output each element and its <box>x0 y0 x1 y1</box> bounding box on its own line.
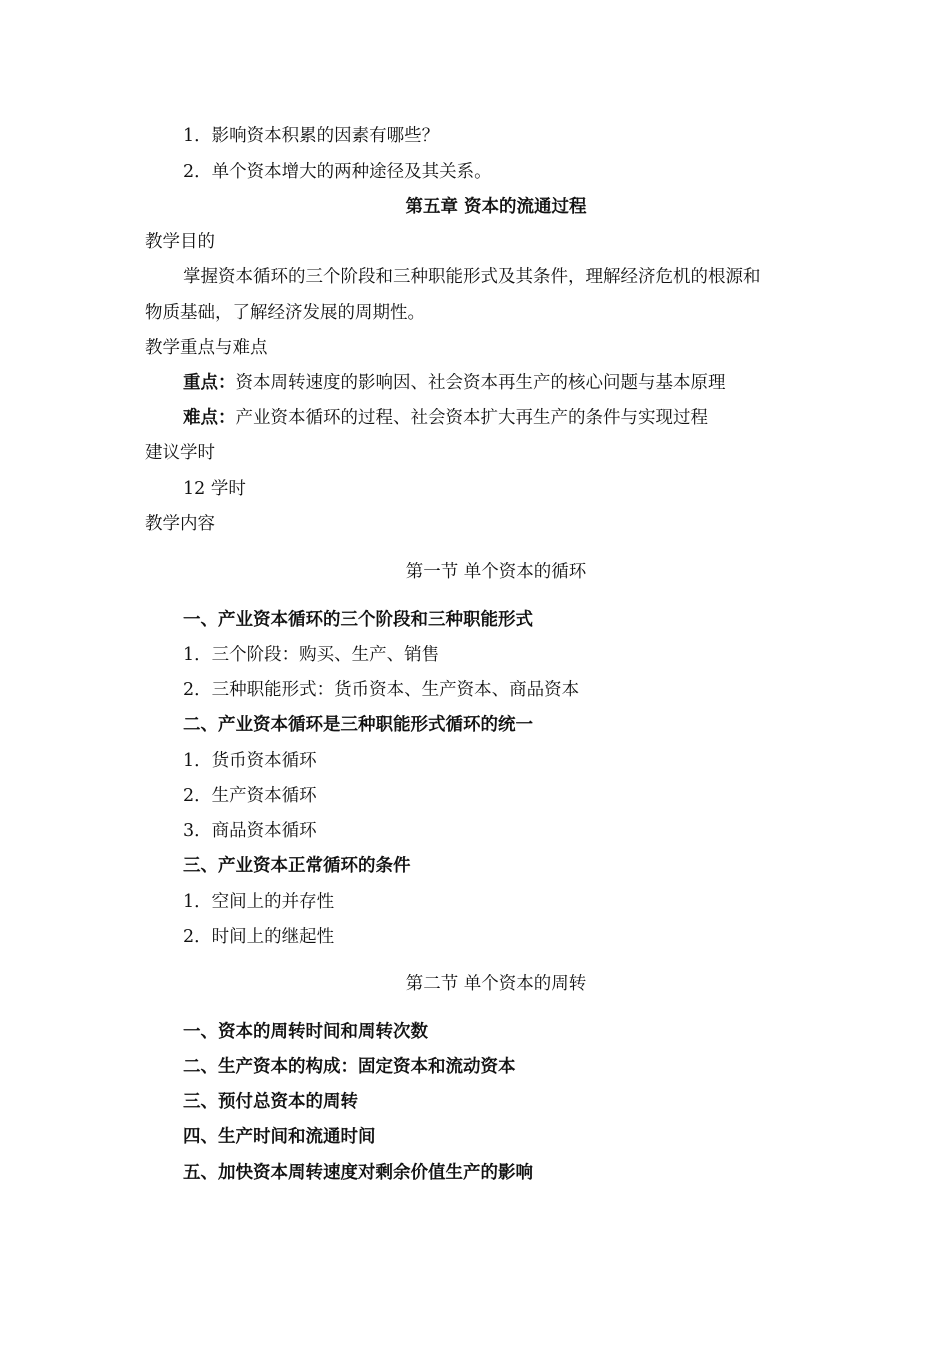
difficulty-line <box>183 406 708 430</box>
list-item: 2．三种职能形式：货币资本、生产资本、商品资本 <box>183 680 580 700</box>
objective-line-2: 物质基础，了解经济发展的周期性。 <box>145 303 425 323</box>
list-item: 1．货币资本循环 <box>183 751 317 771</box>
section-1-part-1-title: 一、产业资本循环的三个阶段和三种职能形式 <box>183 610 533 630</box>
difficulty-label: 难点： <box>183 408 236 428</box>
list-item: 1．三个阶段：购买、生产、销售 <box>183 645 440 665</box>
section-2-part: 四、生产时间和流通时间 <box>183 1127 376 1147</box>
list-item: 2．生产资本循环 <box>183 786 317 806</box>
section-1-part-3-title: 三、产业资本正常循环的条件 <box>183 856 411 876</box>
chapter-title: 第五章 资本的流通过程 <box>405 197 587 217</box>
section-2-part: 三、预付总资本的周转 <box>183 1092 358 1112</box>
content-heading: 教学内容 <box>145 514 215 534</box>
section-1-title: 第一节 单个资本的循环 <box>405 562 587 582</box>
objective-line-1: 掌握资本循环的三个阶段和三种职能形式及其条件，理解经济危机的根源和 <box>183 267 761 287</box>
section-2-part: 一、资本的周转时间和周转次数 <box>183 1022 428 1042</box>
objective-heading: 教学目的 <box>145 232 215 252</box>
question-2: 2．单个资本增大的两种途径及其关系。 <box>183 162 492 182</box>
section-2-part: 五、加快资本周转速度对剩余价值生产的影响 <box>183 1163 533 1183</box>
focus-text: 资本周转速度的影响因、社会资本再生产的核心问题与基本原理 <box>235 373 726 393</box>
question-1: 1．影响资本积累的因素有哪些？ <box>183 126 440 146</box>
section-1-part-2-title: 二、产业资本循环是三种职能形式循环的统一 <box>183 715 533 735</box>
key-points-heading: 教学重点与难点 <box>145 338 268 358</box>
hours-value: 12 学时 <box>183 479 246 499</box>
hours-heading: 建议学时 <box>145 443 215 463</box>
list-item: 3．商品资本循环 <box>183 821 317 841</box>
difficulty-text: 产业资本循环的过程、社会资本扩大再生产的条件与实现过程 <box>235 408 708 428</box>
list-item: 1．空间上的并存性 <box>183 892 335 912</box>
list-item: 2．时间上的继起性 <box>183 927 335 947</box>
section-2-part: 二、生产资本的构成：固定资本和流动资本 <box>183 1057 516 1077</box>
focus-line <box>183 371 726 395</box>
section-2-title: 第二节 单个资本的周转 <box>405 974 587 994</box>
focus-label: 重点： <box>183 373 236 393</box>
